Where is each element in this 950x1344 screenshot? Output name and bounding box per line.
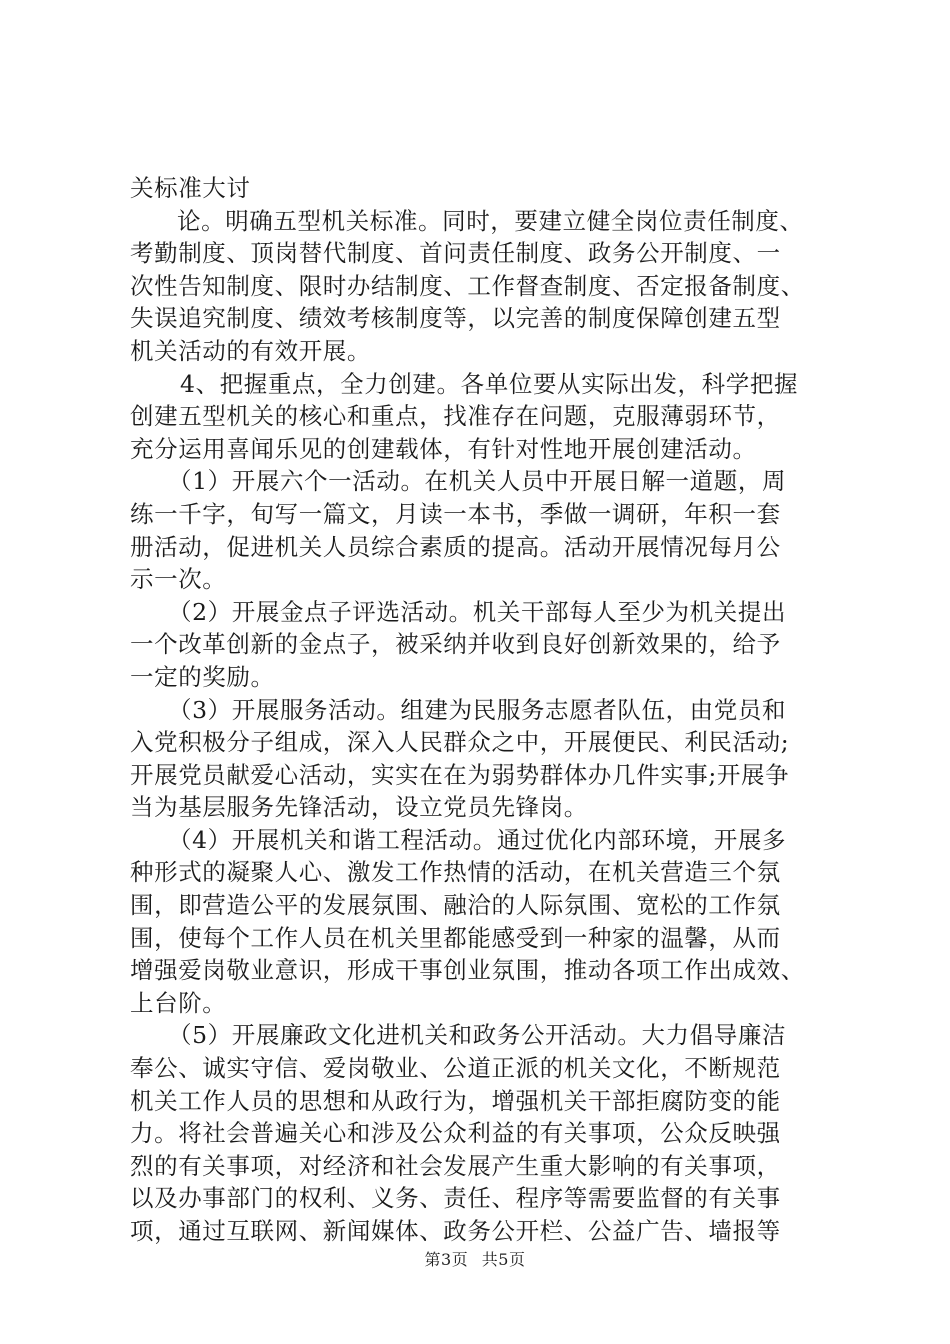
text-line: 一定的奖励。	[130, 662, 275, 691]
text-line: （1）开展六个一活动。在机关人员中开展日解一道题，周	[168, 467, 787, 496]
text-line: 围，使每个工作人员在机关里都能感受到一种家的温馨，从而	[130, 923, 781, 952]
text-line: 示一次。	[130, 565, 227, 594]
text-line: 入党积极分子组成，深入人民群众之中，开展便民、利民活动;	[130, 728, 790, 757]
text-line: 机关工作人员的思想和从政行为，增强机关干部拒腐防变的能	[130, 1086, 781, 1115]
page-footer	[0, 1247, 950, 1270]
text-line: （4）开展机关和谐工程活动。通过优化内部环境，开展多	[168, 825, 787, 854]
page-total: 共5页	[481, 1250, 526, 1269]
text-line: 烈的有关事项，对经济和社会发展产生重大影响的有关事项，	[130, 1151, 781, 1180]
text-line: 机关活动的有效开展。	[130, 336, 371, 365]
text-line: 项，通过互联网、新闻媒体、政务公开栏、公益广告、墙报等	[130, 1217, 781, 1245]
text-line: 当为基层服务先锋活动，设立党员先锋岗。	[130, 793, 588, 822]
text-line: 奉公、诚实守信、爱岗敬业、公道正派的机关文化，不断规范	[130, 1054, 781, 1083]
text-line: 考勤制度、顶岗替代制度、首问责任制度、政务公开制度、一	[130, 239, 781, 268]
text-line: 充分运用喜闻乐见的创建载体，有针对性地开展创建活动。	[130, 434, 757, 463]
text-line: 失误追究制度、绩效考核制度等，以完善的制度保障创建五型	[130, 304, 781, 333]
text-line: （5）开展廉政文化进机关和政务公开活动。大力倡导廉洁	[168, 1021, 787, 1050]
text-line: 次性告知制度、限时办结制度、工作督查制度、否定报备制度、	[130, 271, 805, 300]
text-line: 上台阶。	[130, 988, 227, 1017]
text-line: 练一千字，旬写一篇文，月读一本书，季做一调研，年积一套	[130, 499, 781, 528]
text-line: 围，即营造公平的发展氛围、融洽的人际氛围、宽松的工作氛	[130, 891, 781, 920]
text-line: 一个改革创新的金点子，被采纳并收到良好创新效果的，给予	[130, 630, 781, 659]
text-line: 以及办事部门的权利、义务、责任、程序等需要监督的有关事	[130, 1184, 781, 1213]
text-line: 关标准大讨	[130, 174, 251, 202]
text-line: 力。将社会普遍关心和涉及公众利益的有关事项，公众反映强	[130, 1119, 781, 1148]
text-line: 册活动，促进机关人员综合素质的提高。活动开展情况每月公	[130, 532, 781, 561]
text-line: 增强爱岗敬业意识，形成干事创业氛围，推动各项工作出成效、	[130, 956, 805, 985]
page-number: 第3页	[424, 1250, 469, 1269]
text-line: （2）开展金点子评选活动。机关干部每人至少为机关提出	[168, 597, 787, 626]
text-line: 4、把握重点，全力创建。各单位要从实际出发，科学把握	[180, 369, 799, 398]
text-line: 开展党员献爱心活动，实实在在为弱势群体办几件实事;开展争	[130, 760, 790, 789]
text-line: （3）开展服务活动。组建为民服务志愿者队伍，由党员和	[168, 695, 787, 724]
text-line: 种形式的凝聚人心、激发工作热情的活动，在机关营造三个氛	[130, 858, 781, 887]
text-line: 论。明确五型机关标准。同时，要建立健全岗位责任制度、	[177, 206, 804, 235]
text-line: 创建五型机关的核心和重点，找准存在问题，克服薄弱环节，	[130, 402, 781, 431]
document-body	[130, 172, 830, 1248]
